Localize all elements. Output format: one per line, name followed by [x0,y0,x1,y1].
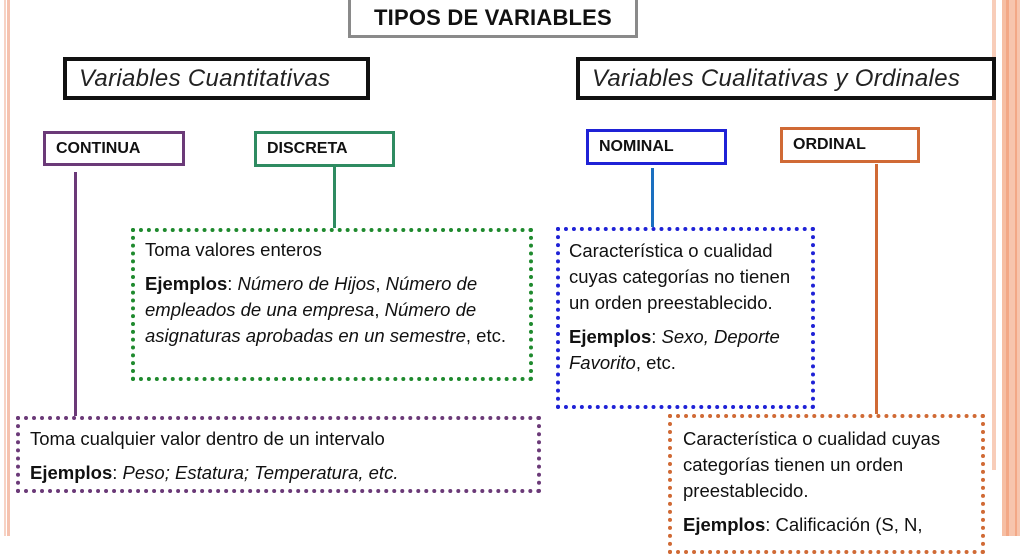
examples-tail: , etc. [635,352,676,373]
examples-label: Ejemplos [30,462,113,483]
diagram-title: TIPOS DE VARIABLES [348,0,638,38]
connector-ordinal [875,164,878,416]
type-discreta-box [254,131,395,167]
connector-discreta [333,167,336,229]
examples-label: Ejemplos [569,326,652,347]
left-decorative-border [4,0,12,536]
description-continua [16,416,541,493]
example-item: Peso; Estatura; Temperatura, etc. [122,462,399,483]
example-item: Calificación (S, N, [775,514,923,535]
type-nominal-box [586,129,727,165]
example-item: Sexo, [661,326,709,347]
type-continua-label: CONTINUA [56,139,141,157]
connector-continua [74,172,77,416]
nominal-definition: Característica o cualidad cuyas categorías no tienen un orden preestablecido. [569,240,791,313]
category-qualitative [576,57,996,100]
connector-nominal [651,168,654,230]
continua-examples: Ejemplos: Peso; Estatura; Temperatura, etc. [30,462,399,483]
separator: , [375,273,386,294]
description-discreta [131,228,533,381]
type-nominal-label: NOMINAL [599,138,674,155]
ordinal-examples: Ejemplos: Calificación (S, N, [683,514,923,535]
nominal-examples: Ejemplos: Sexo, Deporte Favorito, etc. [569,326,780,373]
example-item: Número de asignaturas aprobadas en un semestre [145,299,477,346]
description-nominal [556,227,815,409]
ordinal-definition: Característica o cualidad cuyas categorías tienen un orden preestablecido. [683,428,941,501]
type-discreta-label: DISCRETA [267,140,348,157]
examples-tail: , etc. [465,325,506,346]
example-item: Número de empleados de una empresa [145,273,478,320]
example-item: Deporte Favorito [569,326,780,373]
category-quantitative-label: Variables Cuantitativas [79,64,331,92]
example-item: Número de Hijos [237,273,376,294]
examples-label: Ejemplos [145,273,228,294]
right-decorative-border [1002,0,1020,536]
description-ordinal [668,414,985,554]
type-continua-box [43,131,185,166]
category-qualitative-label: Variables Cualitativas y Ordinales [592,64,961,92]
separator: , [374,299,385,320]
type-ordinal-label: ORDINAL [793,136,866,153]
discreta-examples: Ejemplos: Número de Hijos, Número de empleados de una empresa, Número de asignaturas aprobadas en un semestre, etc. [145,273,506,346]
type-ordinal-box [780,127,920,163]
examples-label: Ejemplos [683,514,766,535]
category-quantitative [63,57,370,100]
continua-definition: Toma cualquier valor dentro de un intervalo [30,428,385,449]
discreta-definition: Toma valores enteros [145,239,322,260]
